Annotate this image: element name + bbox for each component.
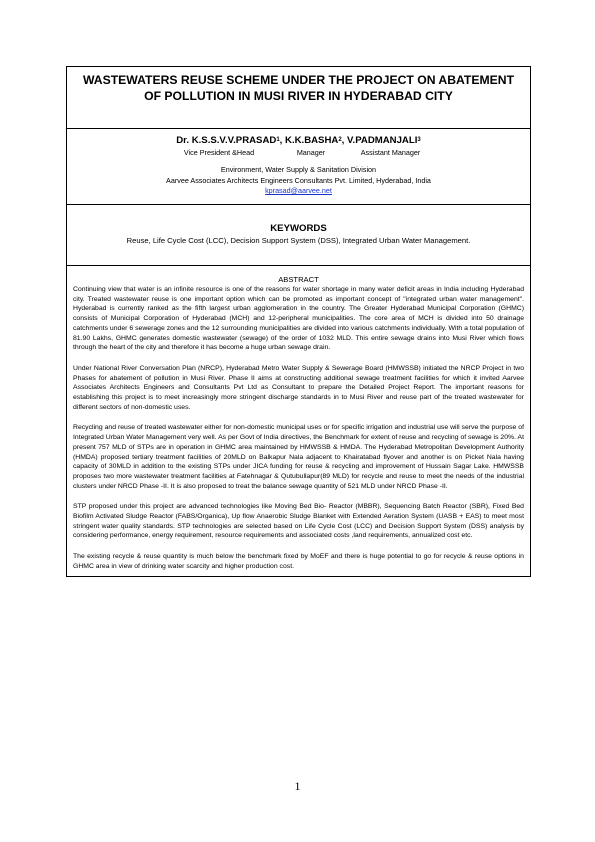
author-line: Dr. K.S.S.V.V.PRASAD$^1$, K.K.BASHA$^2$, V.PADMANJALI$^3$ bbox=[176, 135, 421, 146]
author-sup-2: 2 bbox=[338, 137, 342, 143]
author-sup-1: 1 bbox=[276, 137, 280, 143]
abstract-paragraph-2: Under National River Conversation Plan (NRCP), Hyderabad Metro Water Supply & Sewerage Board (HMWSSB) initiated the NRCP Project in two Phases for abatement of pollution in Musi River. Phase II aims at constructing additional sewage treatment facilities for which it invited Aarvee Associates Architects Engineers and Consultants Pvt Ltd as Consultant to prepare the Detailed Project Report. The important reasons for establishing this project is to meet increasingly more stringent discharge standards in to Musi River and reuse part of the treated wastewater for different sectors of non-domestic uses. bbox=[73, 364, 524, 411]
author-role-2: Manager bbox=[296, 148, 326, 157]
keywords-heading: KEYWORDS bbox=[270, 223, 327, 234]
author-role-3: Assistant Manager bbox=[360, 148, 421, 157]
paper-title: WASTEWATERS REUSE SCHEME UNDER THE PROJECT ON ABATEMENT OF POLLUTION IN MUSI RIVER IN HYDERABAD CITY bbox=[82, 73, 515, 103]
paper-frame bbox=[66, 66, 531, 577]
author-name-3: V.PADMANJALI bbox=[347, 135, 418, 146]
keywords-text: Reuse, Life Cycle Cost (LCC), Decision Support System (DSS), Integrated Urban Water Management. bbox=[126, 236, 471, 245]
authors-box bbox=[67, 129, 530, 205]
author-role-1: Vice President &Head bbox=[183, 148, 255, 157]
title-box bbox=[67, 67, 530, 129]
keywords-box bbox=[67, 205, 530, 266]
author-name-1: Dr. K.S.S.V.V.PRASAD bbox=[176, 135, 277, 146]
author-sup-3: 3 bbox=[417, 137, 421, 143]
author-roles bbox=[67, 148, 530, 158]
abstract-heading: ABSTRACT bbox=[278, 275, 319, 284]
abstract-box bbox=[67, 266, 530, 576]
abstract-paragraph-5: The existing recycle & reuse quantity is much below the benchmark fixed by MoEF and there is huge potential to go for recycle & reuse options in GHMC area in view of drinking water scarcity and higher production cost. bbox=[73, 553, 524, 570]
abstract-paragraph-3: Recycling and reuse of treated wastewater either for non-domestic municipal uses or for specific irrigation and industrial use will serve the purpose of Integrated Urban Water Management very well. As per Govt of India directives, the Benchmark for extent of reuse and recycling of sewage is 20%. At present 757 MLD of STPs are in operation in GHMC area maintained by HMWSSB & HMDA. The Hyderabad Metropolitan Development Authority (HMDA) proposed tertiary treatment facilities of 20MLD on Balkapur Nala adjacent to Khairatabad flyover and another is on Picket Nala having capacity of 30MLD in addition to the existing STPs under JICA funding for reuse & recycling and improvement of Hussain Sagar Lake. HMWSSB proposes two more wastewater treatment facilities at Fatehnagar & Qutubullapur(89 MLD) for recycle and reuse to meet the needs of the industrial clusters under NRCD Phase -II. It is also proposed to treat the balance sewage quantity of 521 MLD under NRCD Phase -II. bbox=[73, 424, 524, 490]
abstract-paragraph-4: STP proposed under this project are advanced technologies like Moving Bed Bio- Reactor (MBBR), Sequencing Batch Reactor (SBR), Fixed Bed Biofilm Activated Sludge Reactor (FABS/Organica), Up flow Anaerobic Sludge Blanket with Extended Aeration System (UASB + EAS) to meet most stringent water quality standards. STP technologies are selected based on Life Cycle Cost (LCC) and Decision Support System (DSS) analysis by considering performance, energy requirement, resource requirements and associated costs ,land requirements, annualized cost etc. bbox=[73, 503, 524, 540]
affiliation-company: Aarvee Associates Architects Engineers Consultants Pvt. Limited, Hyderabad, India bbox=[166, 176, 431, 185]
abstract-paragraph-1: Continuing view that water is an infinite resource is one of the reasons for water shortage in many water deficit areas in India including Hyderabad city. Treated wastewater reuse is one important option which can be promoted as important concept of "integrated urban water management". Hyderabad is currently ranked as the fifth largest urban agglomeration in the country. The Greater Hyderabad Municipal Corporation (GHMC) consists of Municipal Corporation of Hyderabad (MCH) and 12-peripheral municipalities. The core area of MCH is divided into 50 drainage catchments under 6 sewerage zones and the 12 surrounding municipalities are divided into various catchments individually. With a total population of 81.90 Lakhs, GHMC generates domestic wastewater (sewage) of the order of 1032 MLD. This entire sewage drains into Musi River which flows through the heart of the city and therefore it has become a huge urban sewage drain. bbox=[73, 286, 524, 352]
author-name-2: K.K.BASHA bbox=[285, 135, 339, 146]
page-number: 1 bbox=[294, 779, 301, 793]
affiliation-division: Environment, Water Supply & Sanitation Division bbox=[220, 165, 377, 174]
author-email-link[interactable]: kprasad@aarvee.net bbox=[265, 186, 332, 195]
